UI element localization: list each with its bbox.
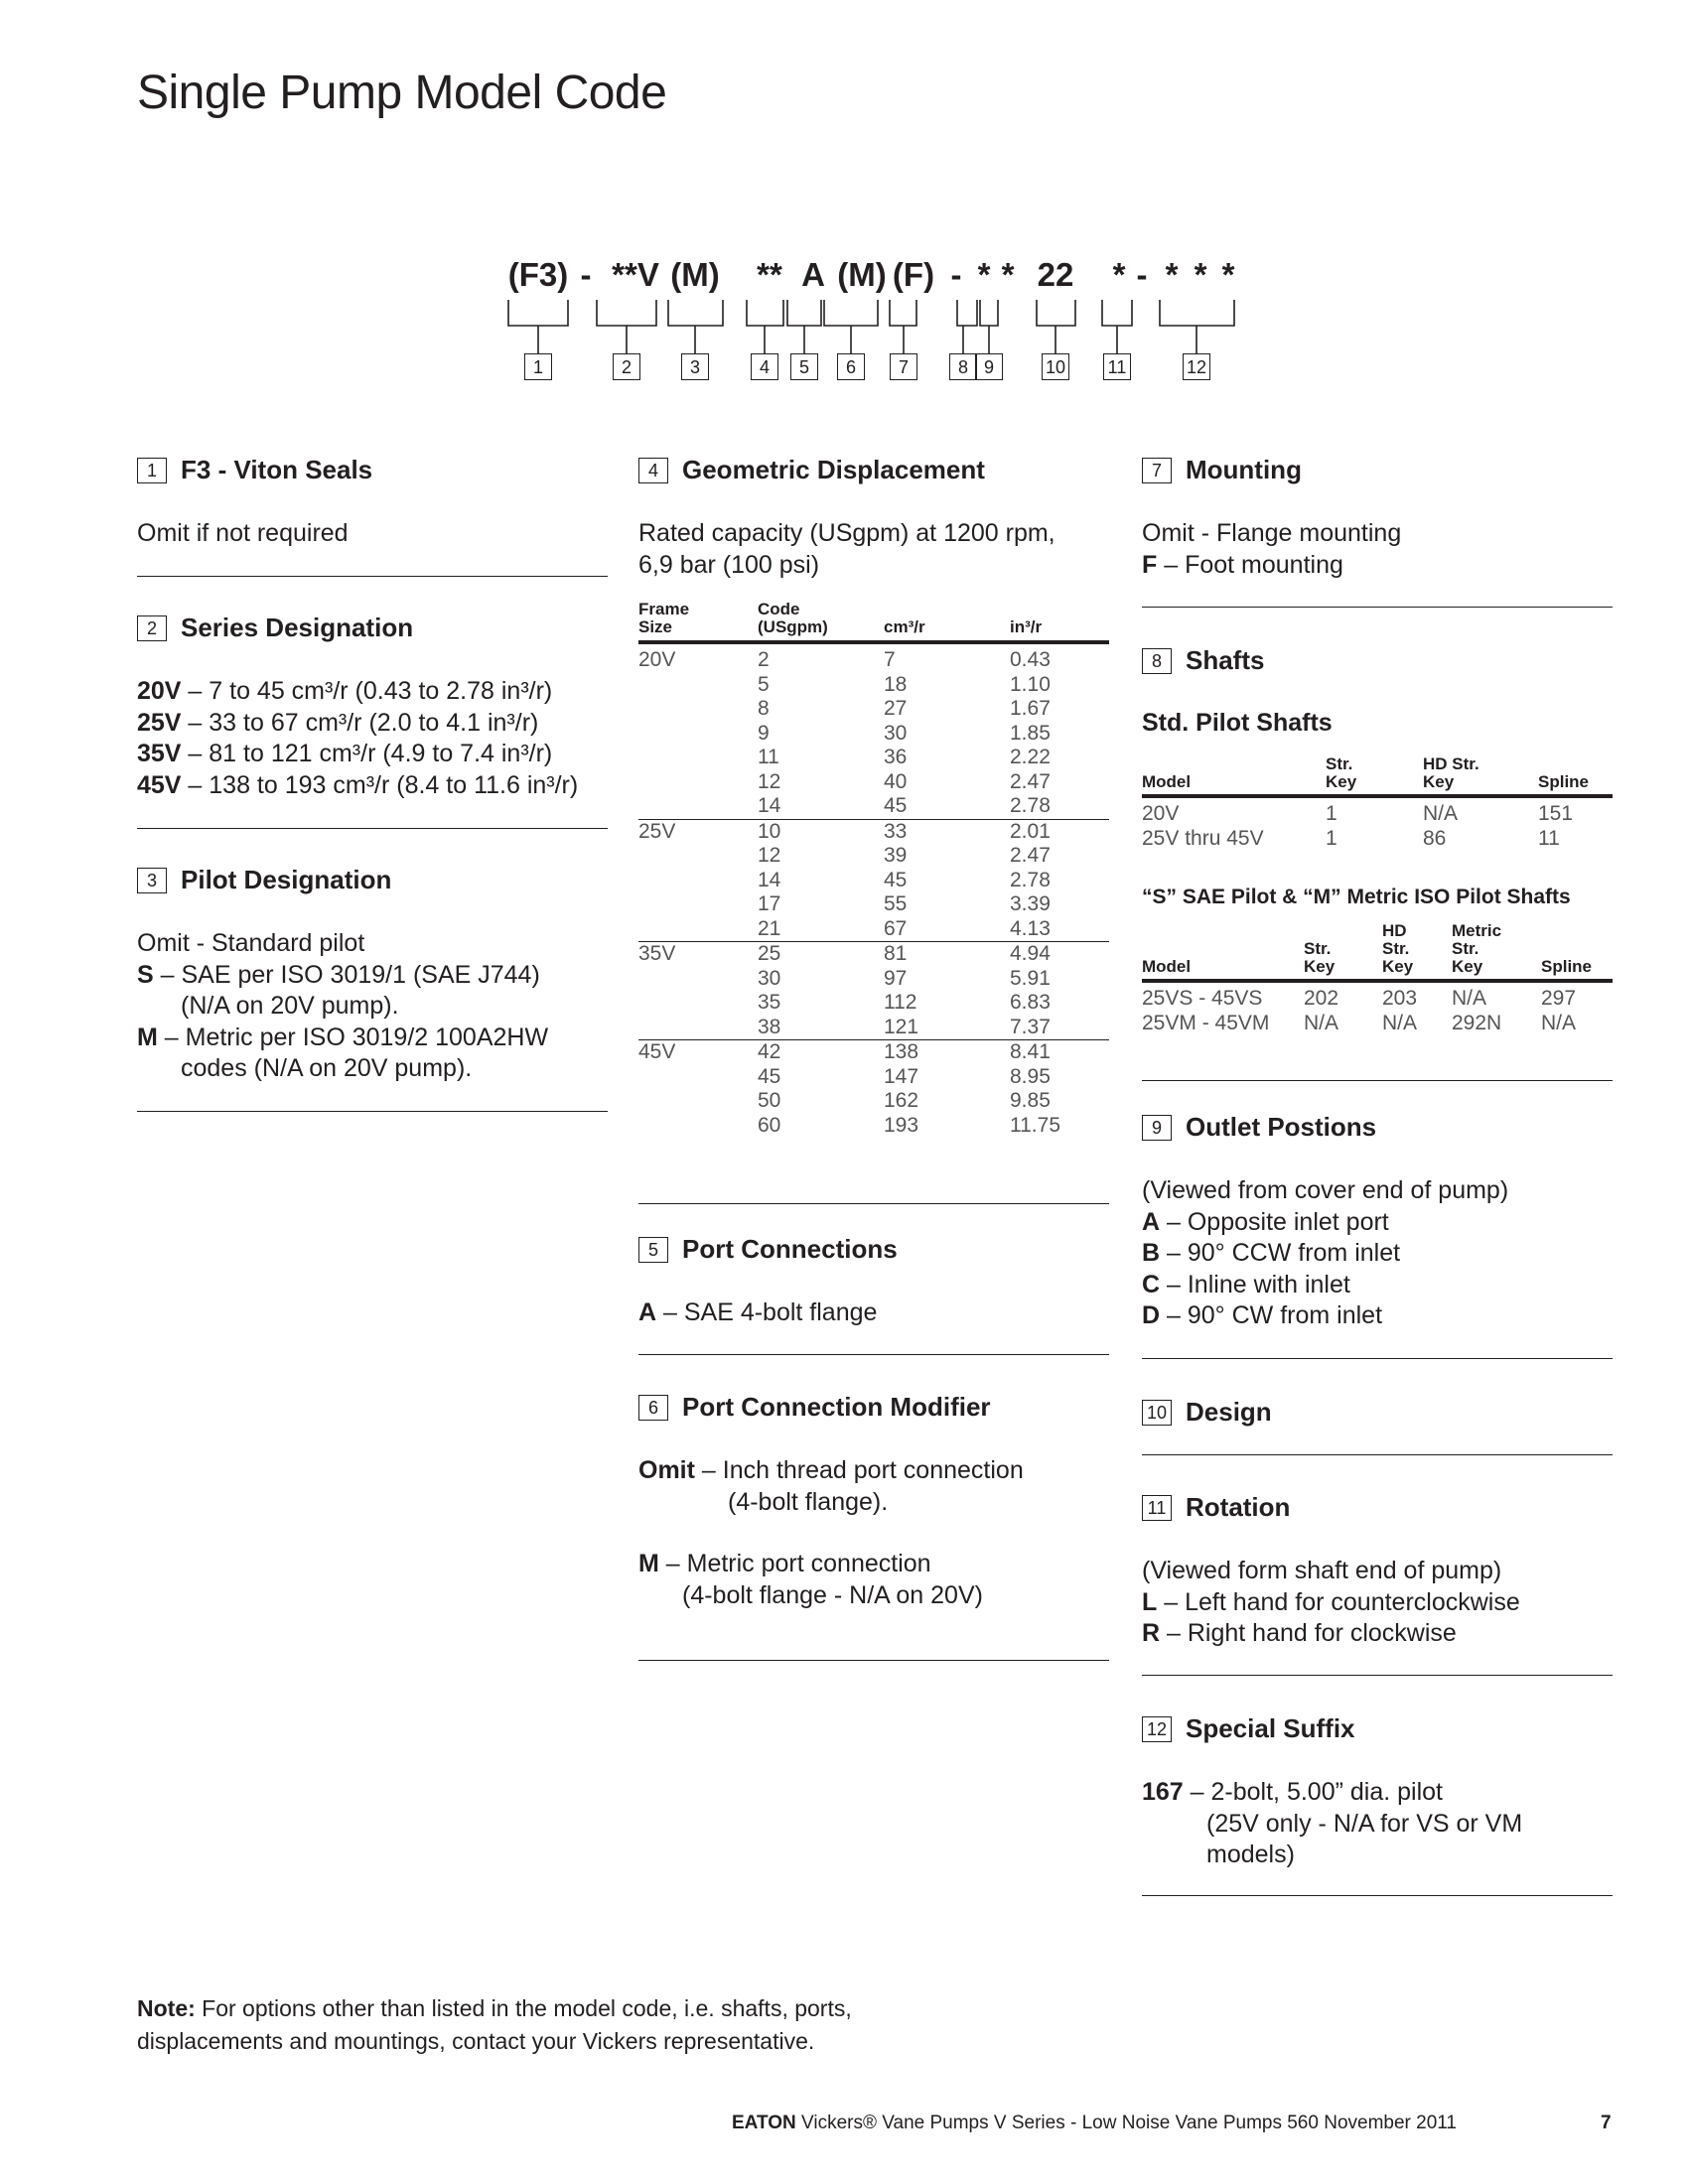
model-code-number-box: 12 (1183, 353, 1210, 380)
section-6-body: Omit – Inch thread port connection (4-bolt flange). M – Metric port connection (4-bolt flange - N/A on 20V) (638, 1456, 1024, 1609)
section-3-body: Omit - Standard pilot S – SAE per ISO 3019/1 (SAE J744) (N/A on 20V pump). M – Metric per ISO 3019/2 100A2HW codes (N/A on 20V pump). (137, 929, 549, 1082)
section-11-body: (Viewed form shaft end of pump) L – Left hand for counterclockwise R – Right hand for clockwise (1142, 1557, 1520, 1647)
std-pilot-shafts-table: Model Str. Key HD Str. Key Spline 20V 1 N/A 151 25V thru 45V 1 86 11 (1142, 755, 1613, 851)
section-number: 11 (1142, 1495, 1172, 1521)
model-code-number-box: 11 (1103, 353, 1131, 380)
model-code-part: * (1165, 256, 1179, 293)
model-code-bracket (980, 300, 998, 353)
footer: EATON Vickers® Vane Pumps V Series - Low Noise Vane Pumps 560 November 2011 (732, 2113, 1458, 2133)
table-row: 50 162 9.85 (758, 1089, 1051, 1112)
section-4-body: Rated capacity (USgpm) at 1200 rpm, 6,9 bar (100 psi) (638, 519, 1055, 579)
model-code-part: (F3) (507, 256, 569, 293)
model-code-number-box: 4 (751, 353, 778, 380)
model-code-bracket (957, 300, 977, 353)
displacement-table (638, 601, 1109, 1138)
model-code-part: ** (757, 256, 782, 293)
model-code-part: * (977, 256, 991, 293)
section-7-heading: 7 Mounting (1142, 455, 1302, 485)
table-row: 45V 42 138 8.41 (638, 1040, 1109, 1065)
table-row: 11 36 2.22 (758, 746, 1051, 768)
table-row: 35V 25 81 4.94 (638, 942, 1109, 967)
model-code-part: * (1112, 256, 1126, 293)
section-6-heading: 6 Port Connection Modifier (638, 1392, 991, 1423)
section-number: 5 (638, 1237, 668, 1263)
model-code-number-box: 6 (837, 353, 865, 380)
model-code-bracket (597, 300, 656, 353)
section-number: 3 (137, 868, 167, 893)
section-8-heading: 8 Shafts (1142, 645, 1264, 676)
model-code-bracket (508, 300, 568, 353)
section-number: 12 (1142, 1716, 1172, 1742)
table-row: 14 45 2.78 (758, 868, 1051, 891)
section-12-body: 167 – 2-bolt, 5.00” dia. pilot (25V only - N/A for VS or VM models) (1142, 1778, 1523, 1868)
table-row: 9 30 1.85 (758, 721, 1051, 745)
page-title: Single Pump Model Code (137, 67, 667, 119)
model-code-bracket (1160, 300, 1234, 353)
model-code-part: **V (612, 256, 659, 293)
table-row: 20V 2 7 0.43 (638, 648, 1051, 671)
model-code-part: (M) (670, 256, 720, 293)
table-row: 30 97 5.91 (758, 966, 1051, 990)
section-3-heading: 3 Pilot Designation (137, 865, 391, 895)
model-code-part: * (1001, 256, 1015, 293)
table-row: 12 39 2.47 (758, 844, 1051, 867)
model-code-number-box: 7 (890, 353, 917, 380)
table-row: 14 45 2.78 (758, 794, 1051, 817)
page-number: 7 (1601, 2113, 1612, 2133)
sae-metric-shafts-heading: “S” SAE Pilot & “M” Metric ISO Pilot Shafts (1142, 886, 1571, 908)
col-in3: in³/r (1010, 617, 1043, 636)
section-number: 7 (1142, 458, 1172, 483)
model-code-part: * (1221, 256, 1235, 293)
section-number: 1 (137, 458, 167, 483)
model-code-number-box: 2 (613, 353, 640, 380)
table-row: 60 193 11.75 (758, 1113, 1060, 1137)
table-row: 21 67 4.13 (758, 916, 1051, 940)
model-code-bracket (747, 300, 783, 353)
model-code-part: - (580, 256, 592, 293)
section-number: 9 (1142, 1115, 1172, 1141)
model-code-bracket (890, 300, 916, 353)
section-1-heading: 1 F3 - Viton Seals (137, 455, 372, 485)
table-row: 25V 10 33 2.01 (638, 819, 1109, 844)
model-code-number-box: 5 (790, 353, 818, 380)
model-code-part: - (1136, 256, 1148, 293)
table-row: 38 121 7.37 (758, 1015, 1051, 1038)
model-code-part: A (801, 256, 825, 293)
std-pilot-shafts-heading: Std. Pilot Shafts (1142, 709, 1333, 737)
section-2-body: 20V – 7 to 45 cm³/r (0.43 to 2.78 in³/r) 25V – 33 to 67 cm³/r (2.0 to 4.1 in³/r) 35V – 81 to 121 cm³/r (4.9 to 7.4 in³/r) 45V – 138 to 193 cm³/r (8.4 to 11.6 in³/r) (137, 677, 579, 799)
section-9-body: (Viewed from cover end of pump) A – Opposite inlet port B – 90° CCW from inlet C – Inline with inlet D – 90° CW from inlet (1142, 1176, 1509, 1329)
section-5-heading: 5 Port Connections (638, 1234, 898, 1265)
model-code-number-box: 10 (1042, 353, 1069, 380)
col-code: Code (USgpm) (758, 600, 828, 636)
section-1-body: Omit if not required (137, 519, 349, 547)
sae-metric-shafts-table: Model Str. Key HD Str. Key Metric Str. Key Spline 25VS - 45VS 202 203 N/A 297 25VM - 45VM N/A N/A 292N N/A (1142, 922, 1613, 1035)
model-code-number-box: 9 (975, 353, 1003, 380)
model-code-bracket (668, 300, 723, 353)
table-row: 45 147 8.95 (758, 1064, 1051, 1088)
col-cm3: cm³/r (884, 617, 925, 636)
section-2-heading: 2 Series Designation (137, 613, 413, 643)
model-code-part: * (1194, 256, 1207, 293)
section-number: 4 (638, 458, 668, 483)
section-number: 2 (137, 615, 167, 641)
section-11-heading: 11 Rotation (1142, 1492, 1290, 1523)
model-code-part: - (950, 256, 962, 293)
section-number: 8 (1142, 648, 1172, 674)
section-10-heading: 10 Design (1142, 1397, 1272, 1428)
model-code-bracket (1037, 300, 1075, 353)
table-row: 35 112 6.83 (758, 991, 1051, 1014)
note: Note: For options other than listed in the model code, i.e. shafts, ports, displacements and mountings, contact your Vickers representative. (137, 1995, 852, 2054)
col-frame-size: Frame Size (638, 600, 690, 636)
model-code-bracket (787, 300, 821, 353)
table-row: 12 40 2.47 (758, 769, 1051, 793)
section-7-body: Omit - Flange mounting F – Foot mounting (1142, 519, 1402, 579)
section-12-heading: 12 Special Suffix (1142, 1713, 1355, 1744)
model-code-brackets (0, 0, 1688, 397)
model-code-number-box: 8 (949, 353, 977, 380)
model-code-bracket (824, 300, 878, 353)
model-code-number-box: 1 (524, 353, 552, 380)
section-9-heading: 9 Outlet Postions (1142, 1112, 1376, 1143)
section-5-body: A – SAE 4-bolt flange (638, 1298, 878, 1326)
model-code-bracket (1102, 300, 1132, 353)
table-row: 5 18 1.10 (758, 672, 1051, 696)
model-code-number-box: 3 (681, 353, 709, 380)
section-4-heading: 4 Geometric Displacement (638, 455, 985, 485)
model-code-part: (F) (892, 256, 935, 293)
table-row: 17 55 3.39 (758, 892, 1051, 915)
section-number: 10 (1142, 1400, 1172, 1426)
model-code-part: (M) (837, 256, 887, 293)
section-number: 6 (638, 1395, 668, 1421)
table-row: 8 27 1.67 (758, 697, 1051, 720)
model-code-part: 22 (1037, 256, 1074, 293)
